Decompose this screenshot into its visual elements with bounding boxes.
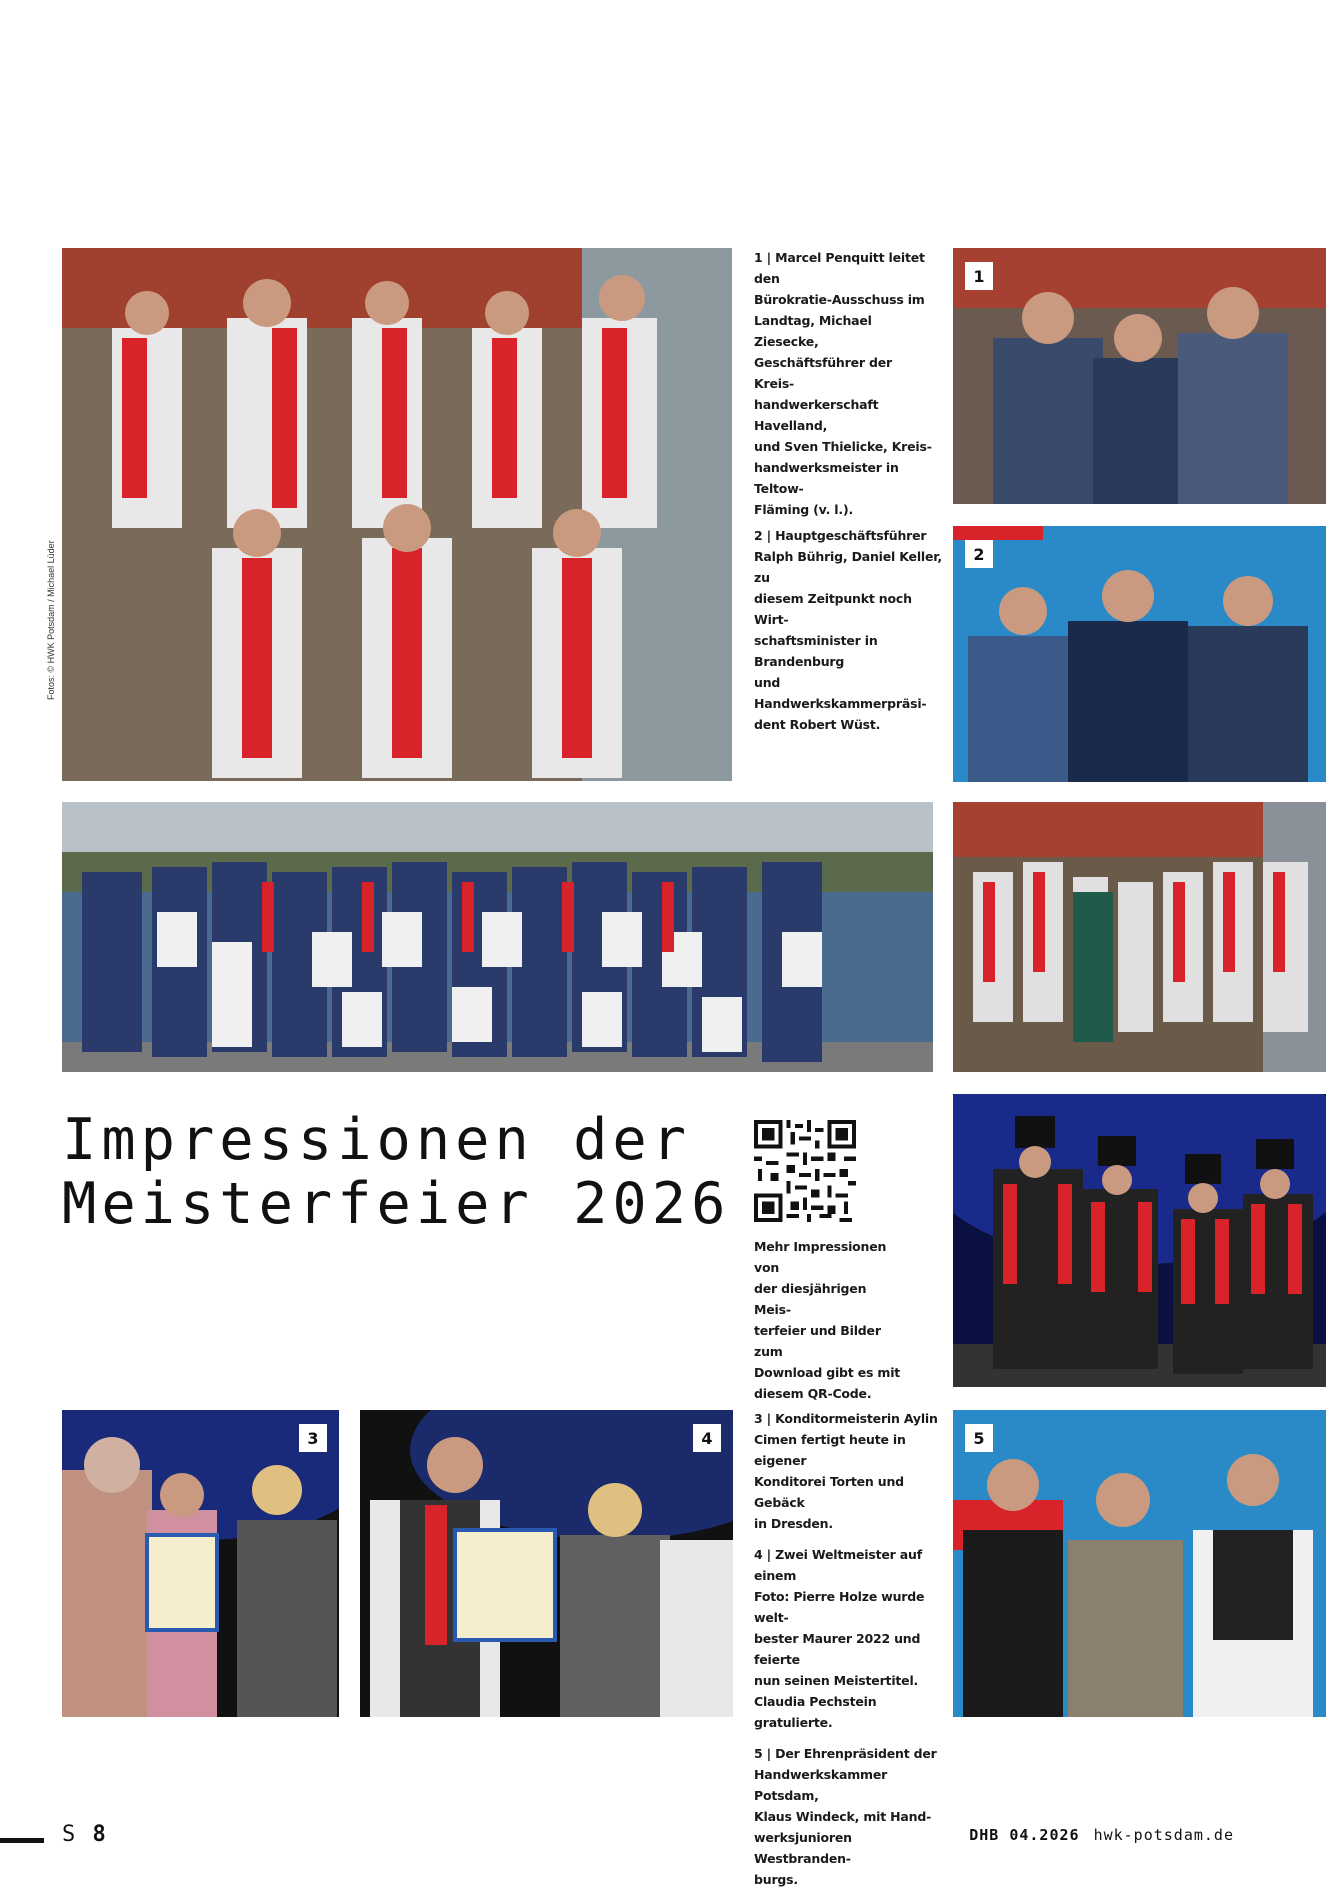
page-number-value: 8 bbox=[92, 1822, 108, 1847]
photo-4 bbox=[360, 1410, 733, 1717]
site-link[interactable]: hwk-potsdam.de bbox=[1093, 1826, 1234, 1844]
photo-credit: Fotos: © HWK Potsdam / Michael Lüder bbox=[46, 540, 56, 700]
photo-1 bbox=[953, 248, 1326, 504]
photo-group-outdoor bbox=[62, 802, 933, 1072]
photo-group-indoor-right bbox=[953, 802, 1326, 1072]
caption-3-4-5 bbox=[754, 1408, 944, 1900]
footer-rule bbox=[0, 1838, 44, 1843]
photo-4-badge: 4 bbox=[693, 1424, 721, 1452]
photo-3 bbox=[62, 1410, 339, 1717]
photo-5 bbox=[953, 1410, 1326, 1717]
caption-4-text: 4 | Zwei Weltmeister auf einem Foto: Pierre Holze wurde welt- bester Maurer 2022 und feierte nun seinen Meistertitel. Claudia Pechstein gratulierte. bbox=[754, 1547, 925, 1730]
photo-chimney-sweeps-stage bbox=[953, 1094, 1326, 1387]
issue-label: DHB 04.2026 bbox=[969, 1826, 1080, 1844]
caption-5-text: 5 | Der Ehrenpräsident der Handwerkskammer Potsdam, Klaus Windeck, mit Hand- werksjunioren Westbranden- burgs. bbox=[754, 1746, 937, 1887]
photo-2-badge: 2 bbox=[965, 540, 993, 568]
caption-1-text: 1 | Marcel Penquitt leitet den Bürokratie-Ausschuss im Landtag, Michael Ziesecke, Geschäftsführer der Kreis- handwerkerschaft Havelland, und Sven Thielicke, Kreis- handwerksmeister in Teltow- Fläming (v. l.). bbox=[754, 250, 932, 517]
photo-2 bbox=[953, 526, 1326, 782]
qr-caption-text: Mehr Impressionen von der diesjährigen Meis- terfeier und Bilder zum Download gibt es mit diesem QR-Code. bbox=[754, 1239, 901, 1401]
footer-issue-site bbox=[969, 1826, 1234, 1844]
photo-5-badge: 5 bbox=[965, 1424, 993, 1452]
section-letter: S bbox=[62, 1822, 78, 1847]
caption-2 bbox=[754, 525, 944, 745]
caption-2-text: 2 | Hauptgeschäftsführer Ralph Bührig, Daniel Keller, zu diesem Zeitpunkt noch Wirt- schaftsminister in Brandenburg und Handwerkskammerpräsi- dent Robert Wüst. bbox=[754, 528, 942, 732]
photo-group-meister-indoor bbox=[62, 248, 732, 781]
qr-code-icon[interactable] bbox=[754, 1120, 856, 1222]
photo-1-badge: 1 bbox=[965, 262, 993, 290]
qr-caption bbox=[754, 1236, 904, 1414]
caption-3-text: 3 | Konditormeisterin Aylin Cimen fertigt heute in eigener Konditorei Torten und Gebäck in Dresden. bbox=[754, 1411, 938, 1531]
page-number bbox=[62, 1822, 108, 1847]
photo-3-badge: 3 bbox=[299, 1424, 327, 1452]
page-headline: Impressionen der Meisterfeier 2026 bbox=[62, 1107, 731, 1237]
caption-1 bbox=[754, 247, 934, 530]
